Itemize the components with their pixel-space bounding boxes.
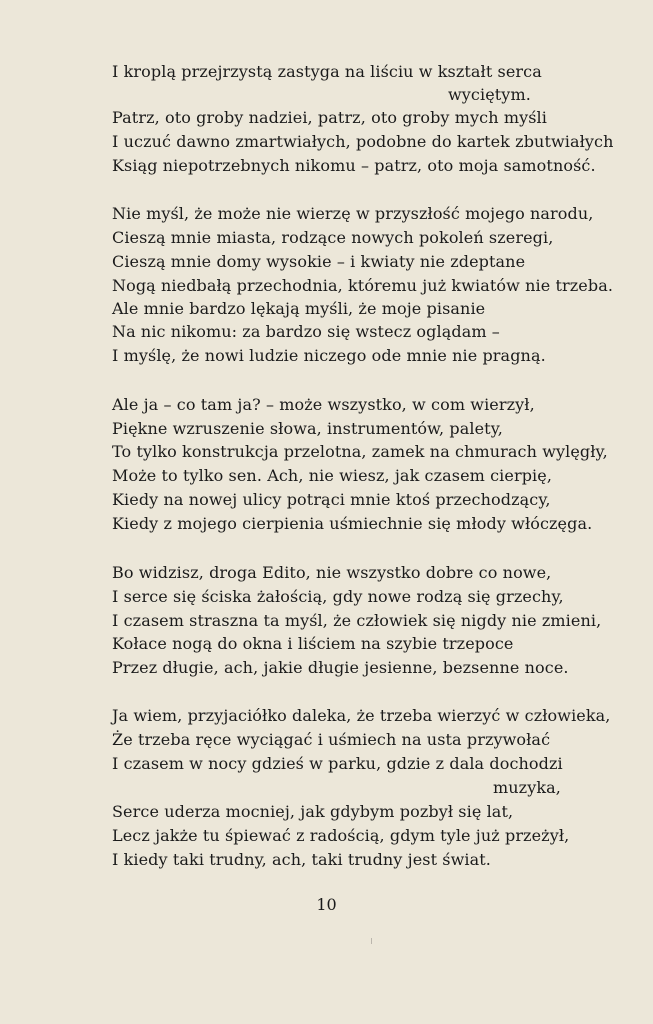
poem-line: Nogą niedbałą przechodnia, któremu już kwiatów nie trzeba. xyxy=(112,276,614,295)
poem-line: Nie myśl, że może nie wierzę w przyszłość mojego narodu, xyxy=(112,204,594,223)
poem-line: Że trzeba ręce wyciągać i uśmiech na usta przywołać xyxy=(112,730,551,749)
poem-line: I czasem straszna ta myśl, że człowiek się nigdy nie zmieni, xyxy=(112,611,602,630)
poem-line: Na nic nikomu: za bardzo się wstecz oglądam – xyxy=(112,322,500,341)
poem-line: Kiedy z mojego cierpienia uśmiechnie się młody włóczęga. xyxy=(112,514,593,533)
poem-line: Może to tylko sen. Ach, nie wiesz, jak czasem cierpię, xyxy=(112,466,553,485)
poem-line: Przez długie, ach, jakie długie jesienne, bezsenne noce. xyxy=(112,658,569,677)
poem-line-continuation: wyciętym. xyxy=(448,85,531,104)
poem-line: I serce się ściska żałością, gdy nowe rodzą się grzechy, xyxy=(112,587,564,606)
poem-line: Patrz, oto groby nadziei, patrz, oto groby mych myśli xyxy=(112,108,547,127)
poem-line: I kiedy taki trudny, ach, taki trudny jest świat. xyxy=(112,850,491,869)
page-number: 10 xyxy=(316,895,337,914)
poem-line: Bo widzisz, droga Edito, nie wszystko dobre co nowe, xyxy=(112,563,552,582)
poem-line: Cieszą mnie miasta, rodzące nowych pokoleń szeregi, xyxy=(112,228,554,247)
poem-line-continuation: muzyka, xyxy=(493,778,561,797)
poem-line: Ksiąg niepotrzebnych nikomu – patrz, oto moja samotność. xyxy=(112,156,596,175)
poem-line: Ale mnie bardzo lękają myśli, że moje pisanie xyxy=(112,299,486,318)
poem-line: I czasem w nocy gdzieś w parku, gdzie z dala dochodzi xyxy=(112,754,563,773)
poem-line: Piękne wzruszenie słowa, instrumentów, palety, xyxy=(112,419,503,438)
poem-line: Kiedy na nowej ulicy potrąci mnie ktoś przechodzący, xyxy=(112,490,551,509)
poem-line: To tylko konstrukcja przelotna, zamek na chmurach wylęgły, xyxy=(112,442,608,461)
print-mark xyxy=(371,938,372,944)
poem-line: Lecz jakże tu śpiewać z radością, gdym tyle już przeżył, xyxy=(112,826,570,845)
poem-line: Kołace nogą do okna i liściem na szybie trzepoce xyxy=(112,634,514,653)
poem-line: Ale ja – co tam ja? – może wszystko, w com wierzył, xyxy=(112,395,535,414)
poem-line: I uczuć dawno zmartwiałych, podobne do kartek zbutwiałych xyxy=(112,132,614,151)
poem-line: I kroplą przejrzystą zastyga na liściu w kształt serca xyxy=(112,62,542,81)
poem-line: Cieszą mnie domy wysokie – i kwiaty nie zdeptane xyxy=(112,252,526,271)
poem-line: Ja wiem, przyjaciółko daleka, że trzeba wierzyć w człowieka, xyxy=(112,706,611,725)
poem-line: I myślę, że nowi ludzie niczego ode mnie nie pragną. xyxy=(112,346,546,365)
poem-line: Serce uderza mocniej, jak gdybym pozbył się lat, xyxy=(112,802,514,821)
